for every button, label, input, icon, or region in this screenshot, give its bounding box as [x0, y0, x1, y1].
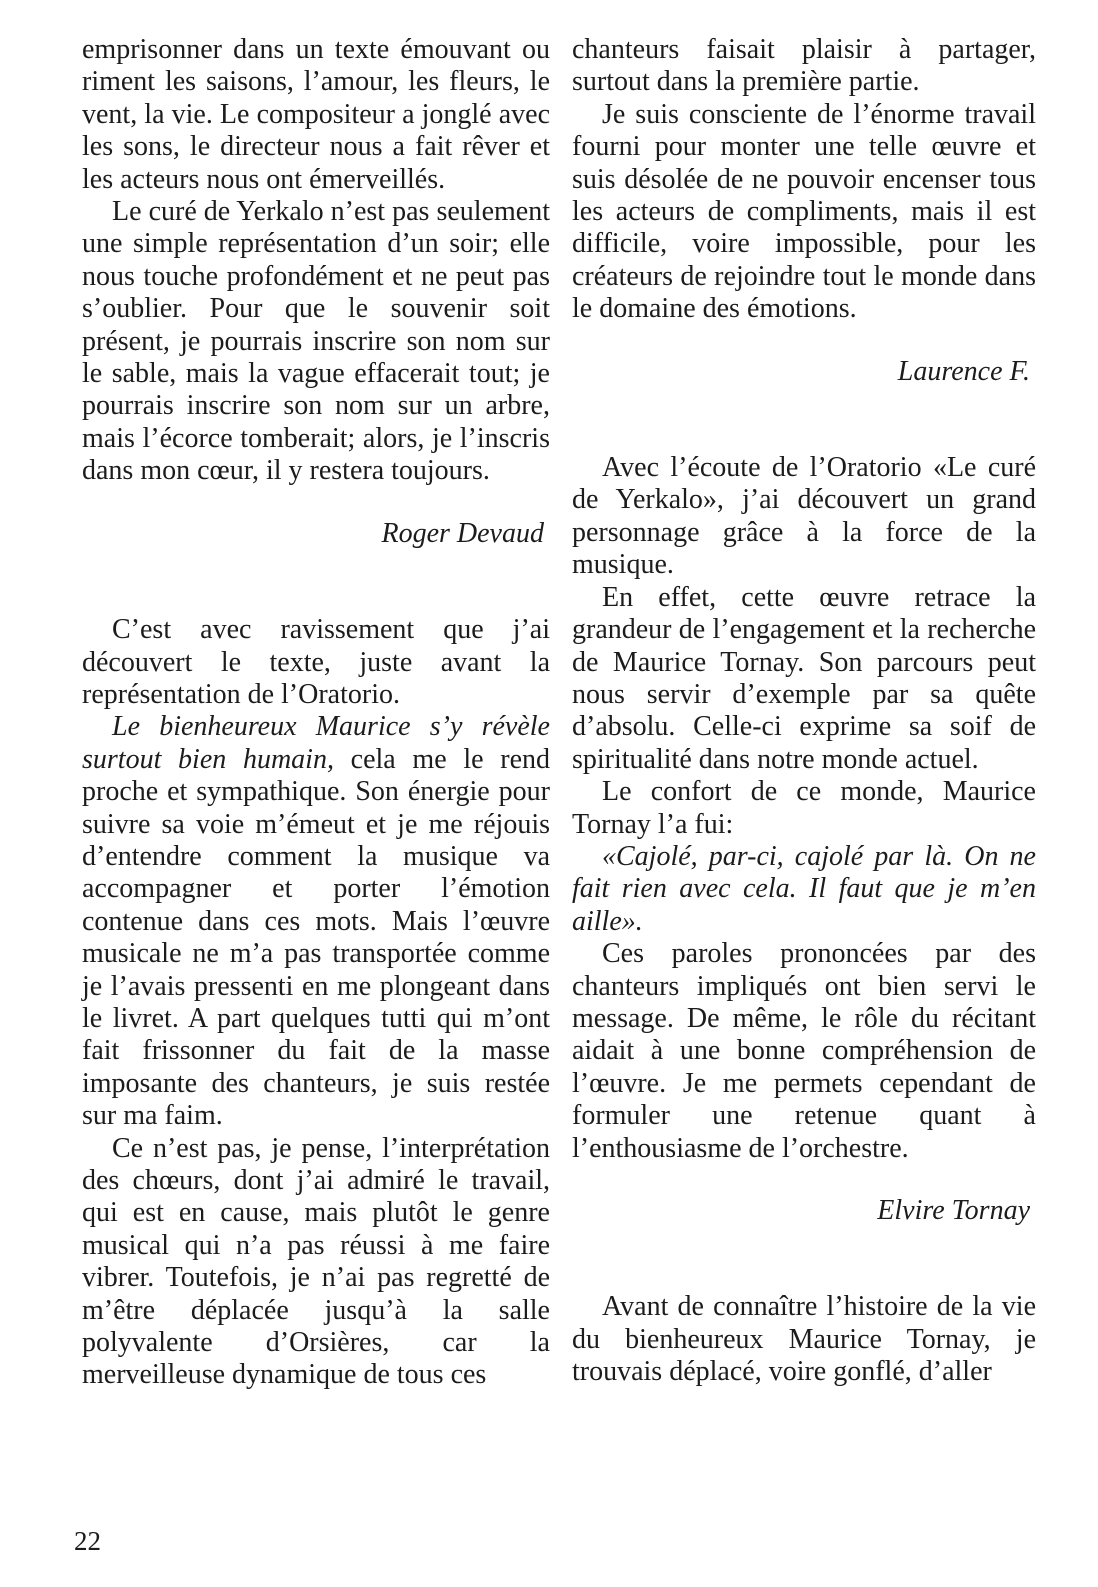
italic-phrase: Le bienheureux Maurice s’y révèle surtout bien humain, — [82, 711, 550, 775]
paragraph: Le curé de Yerkalo n’est pas seulement une simple représentation d’un soir; elle nous touche profondément et ne peut pas s’oublier. Pour que le souvenir soit présent, je pourrais inscrire son nom sur le sable, mais la vague effacerait tout; je pourrais inscrire son nom sur un arbre, mais l’écorce tomberait; alors, je l’inscris dans mon cœur, il y restera toujours. — [82, 196, 550, 487]
signature-elvire-tornay: Elvire Tornay — [877, 1195, 1030, 1226]
paragraph — [82, 614, 550, 711]
paragraph-text: C’est avec ravissement que j’ai découvert le texte, juste avant la représentation de l’Oratorio. — [82, 614, 550, 710]
paragraph: chanteurs faisait plaisir à partager, surtout dans la première partie. — [572, 34, 1036, 98]
quote — [572, 841, 1036, 938]
paragraph — [82, 711, 550, 1132]
paragraph: Ces paroles prononcées par des chanteurs impliqués ont bien servi le message. De même, le rôle du récitant aidait à une bonne compréhension de l’œuvre. Je me permets cependant de formuler une retenue quant à l’enthousiasme de l’orchestre. — [572, 938, 1036, 1164]
paragraph: Avant de connaître l’histoire de la vie du bienheureux Maurice Tornay, je trouvais déplacé, voire gonflé, d’aller — [572, 1291, 1036, 1388]
left-column — [82, 34, 550, 1392]
paragraph: Avec l’écoute de l’Oratorio «Le curé de Yerkalo», j’ai découvert un grand personnage grâce à la force de la musique. — [572, 452, 1036, 581]
right-column — [572, 34, 1036, 1389]
paragraph-text: cela me le rend proche et sympathique. Son énergie pour suivre sa voie m’émeut et je me réjouis d’entendre comment la musique va accompagner et porter l’émotion contenue dans ces mots. Mais l’œuvre musicale ne m’a pas transportée comme je l’avais pressenti en me plongeant dans le livret. A part quelques tutti qui m’ont fait frissonner du fait de la masse imposante des chanteurs, je suis restée sur ma faim. — [82, 743, 550, 1132]
signature-roger-devaud: Roger Devaud — [381, 517, 544, 549]
paragraph: emprisonner dans un texte émouvant ou riment les saisons, l’amour, les fleurs, le vent, la vie. Le compositeur a jonglé avec les sons, le directeur nous a fait rêver et les acteurs nous ont émerveillés. — [82, 34, 550, 195]
paragraph: En effet, cette œuvre retrace la grandeur de l’engagement et la recherche de Maurice Tornay. Son parcours peut nous servir d’exemple par sa quête d’absolu. Celle-ci exprime sa soif de spiritualité dans notre monde actuel. — [572, 581, 1036, 775]
paragraph: Ce n’est pas, je pense, l’interprétation des chœurs, dont j’ai admiré le travail, qui est en cause, mais plutôt le genre musical qui n’a pas réussi à me faire vibrer. Toutefois, je n’ai pas regretté de m’être déplacée jusqu’à la salle polyvalente d’Orsières, car la merveilleuse dynamique de tous ces — [82, 1132, 550, 1391]
page-number: 22 — [74, 1526, 101, 1556]
signature-laurence-f: Laurence F. — [897, 355, 1030, 387]
quote-text: «Cajolé, par-ci, cajolé par là. On ne fait rien avec cela. Il faut que je m’en aille». — [572, 840, 1036, 937]
paragraph: Je suis consciente de l’énorme travail fourni pour monter une telle œuvre et suis désolée de ne pouvoir encenser tous les acteurs de compliments, mais il est difficile, voire impossible, pour les créateurs de rejoindre tout le monde dans le domaine des émotions. — [572, 98, 1036, 325]
paragraph: Le confort de ce monde, Maurice Tornay l’a fui: — [572, 776, 1036, 840]
